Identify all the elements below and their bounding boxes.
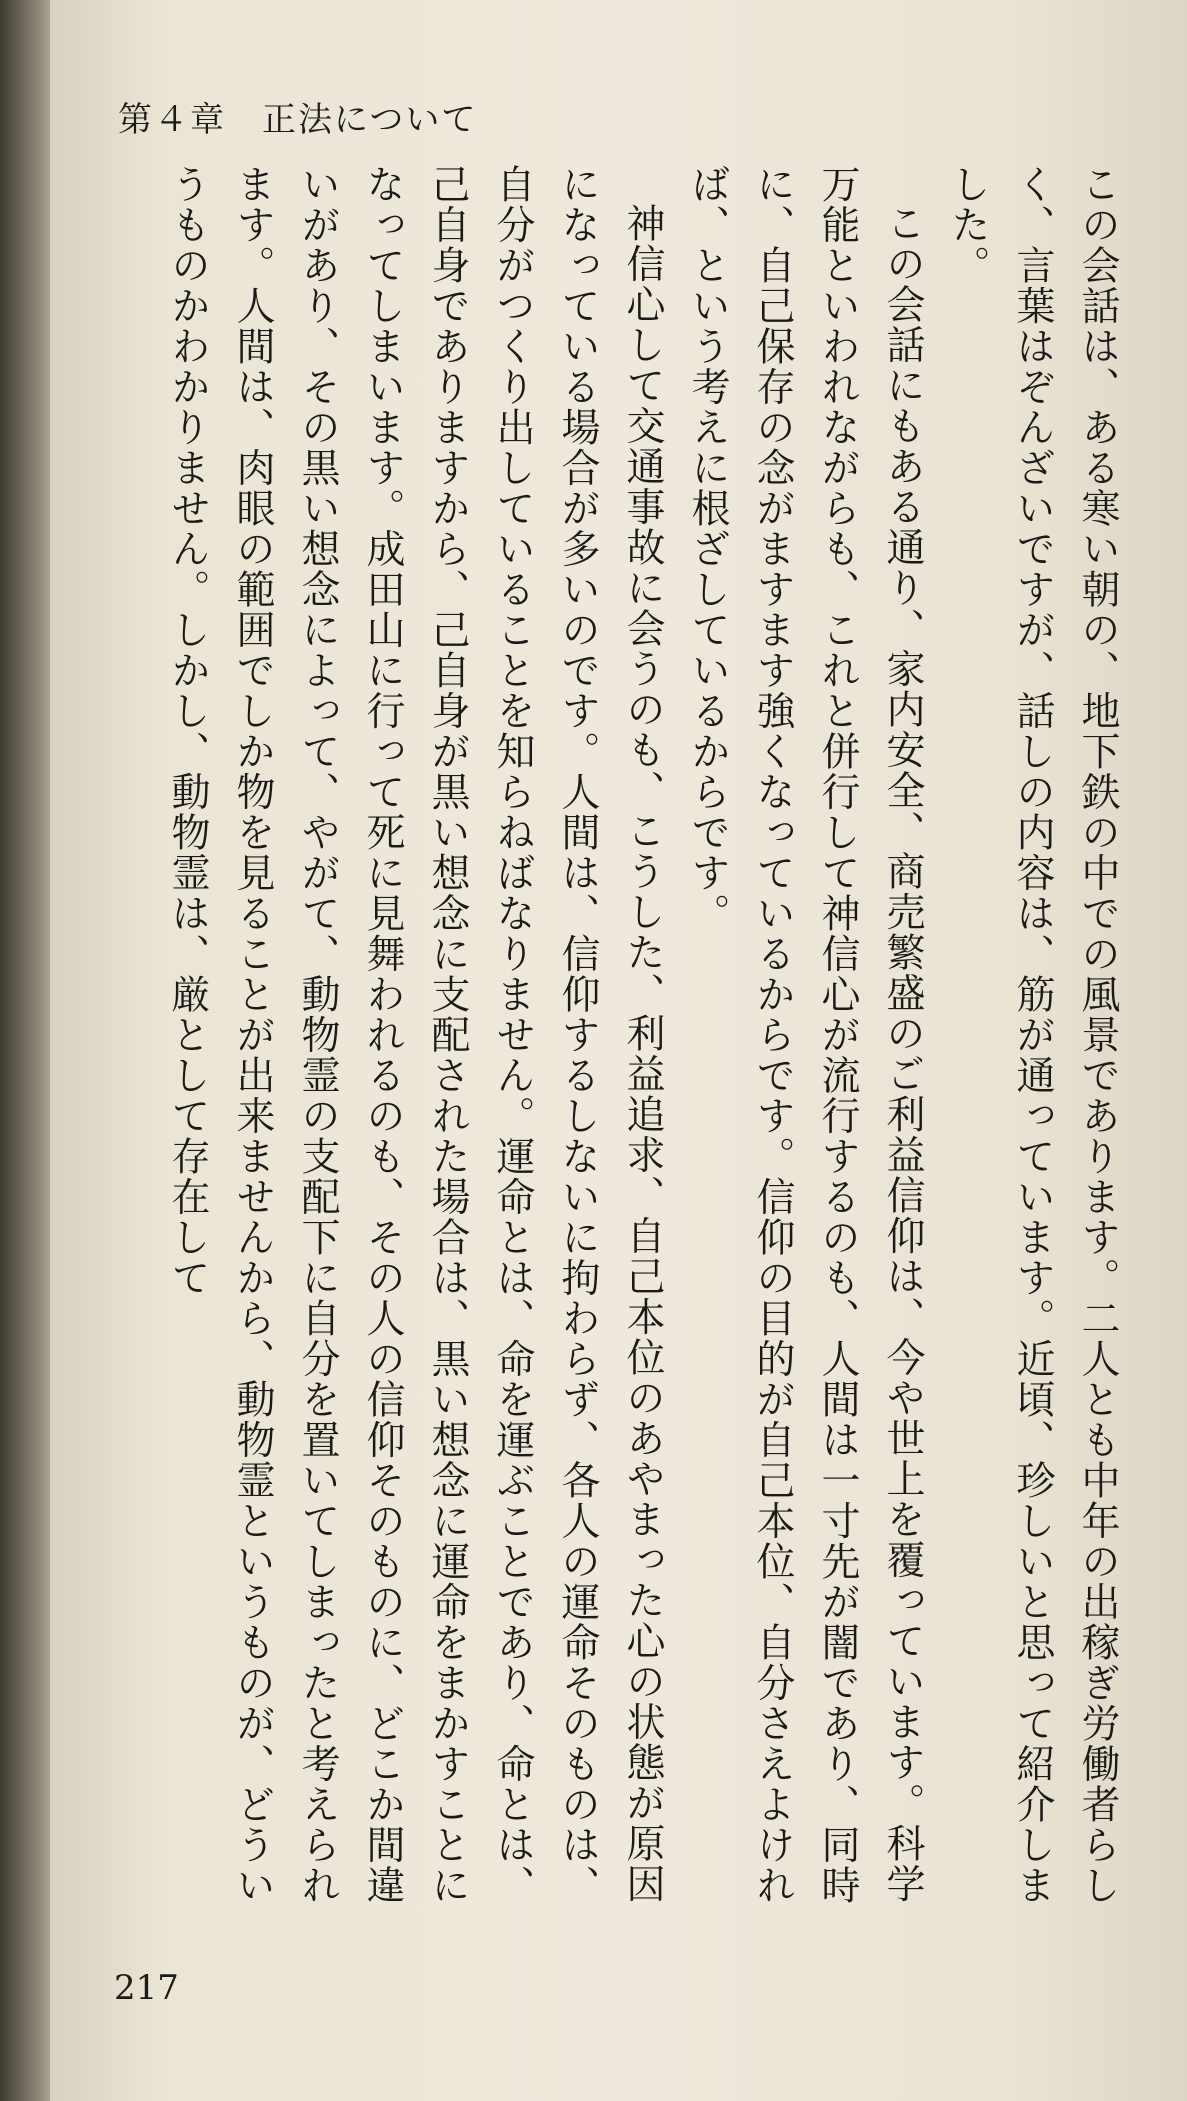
page-number: 217	[114, 1968, 179, 2008]
paragraph: この会話は、ある寒い朝の、地下鉄の中での風景であります。二人とも中年の出稼ぎ労働者らしく、言葉はぞんざいですが、話しの内容は、筋が通っています。近頃、珍しいと思って紹介しました。	[945, 164, 1120, 1906]
body-text	[165, 164, 1130, 1944]
chapter-header: 第４章 正法について	[118, 100, 478, 140]
book-page	[50, 0, 1187, 2101]
paragraph: この会話にもある通り、家内安全、商売繁盛のご利益信仰は、今や世上を覆っています。科学万能といわれながらも、これと併行して神信心が流行するのも、人間は一寸先が闇であり、同時に、自己保存の念がますます強くなっているからです。信仰の目的が自己本位、自分さえよければ、という考えに根ざしているからです。	[685, 164, 925, 1906]
paragraph: 神信心して交通事故に会うのも、こうした、利益追求、自己本位のあやまった心の状態が原因になっている場合が多いのです。人間は、信仰するしないに拘わらず、各人の運命そのものは、自分がつくり出していることを知らねばなりません。運命とは、命を運ぶことであり、命とは、己自身でありますから、己自身が黒い想念に支配された場合は、黒い想念に運命をまかすことになってしまいます。成田山に行って死に見舞われるのも、その人の信仰そのものに、どこか間違いがあり、その黒い想念によって、やがて、動物霊の支配下に自分を置いてしまったと考えられます。人間は、肉眼の範囲でしか物を見ることが出来ませんから、動物霊というものが、どういうものかわかりません。しかし、動物霊は、厳として存在して	[165, 164, 665, 1906]
